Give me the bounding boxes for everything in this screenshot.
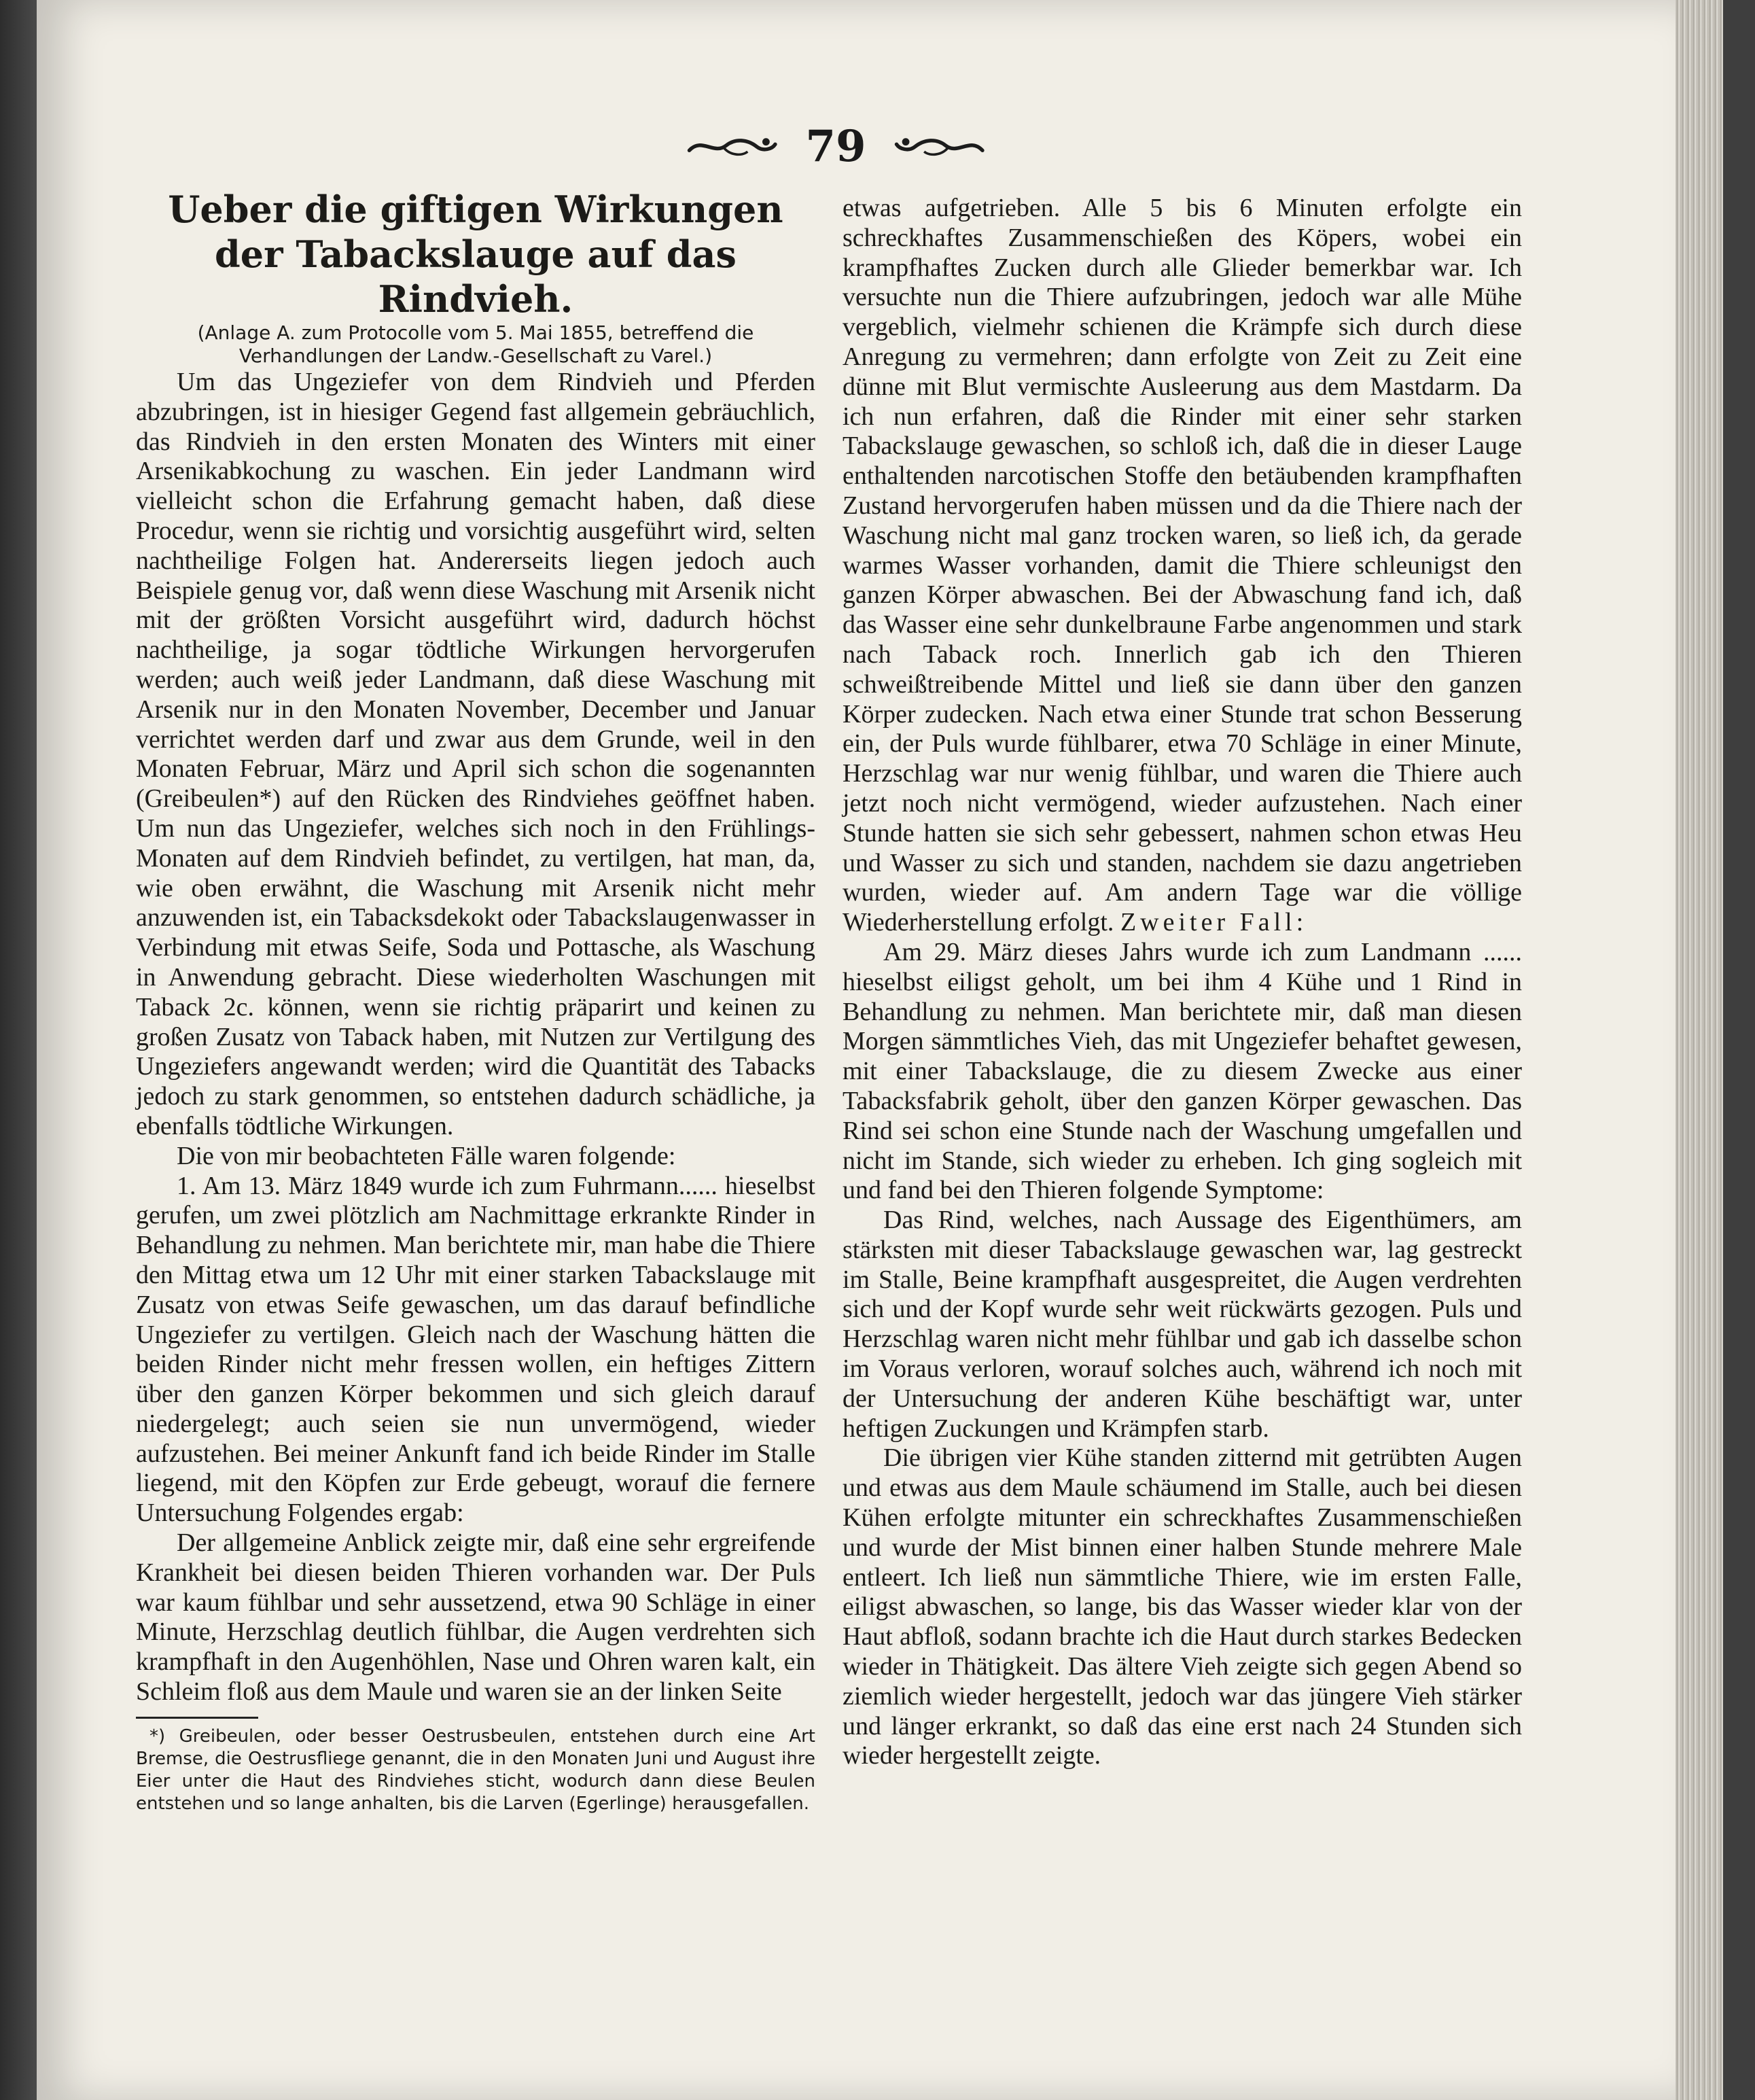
page-number: 79 [805,120,866,172]
paragraph: Der allgemeine Anblick zeigte mir, daß eine sehr ergreifende Krankheit bei diesen beiden Thieren vorhanden war. Der Puls war kaum fühlbar und sehr aussetzend, etwa 90 Schläge in einer Minute, Herzschlag deutlich fühlbar, die Augen verdrehten sich krampfhaft in den Augenhöhlen, Nase und Ohren waren kalt, ein Schleim floß aus dem Maule und waren sie an der linken Seite [136,1528,815,1707]
right-column [843,194,1522,1771]
paragraph: Um das Ungeziefer von dem Rindvieh und Pferden abzubringen, ist in hiesiger Gegend fast allgemein gebräuchlich, das Rindvieh in den ersten Monaten des Winters mit einer Arsenikabkochung zu waschen. Ein jeder Landmann wird vielleicht schon die Erfahrung gemacht haben, daß diese Procedur, wenn sie richtig und vorsichtig ausgeführt wird, selten nachtheilige Folgen hat. Andererseits liegen jedoch auch Beispiele genug vor, daß wenn diese Waschung mit Arsenik nicht mit der größten Vorsicht ausgeführt wird, dadurch höchst nachtheilige, ja sogar tödtliche Wirkungen hervorgerufen werden; auch weiß jeder Landmann, daß diese Waschung mit Arsenik nur in den Monaten November, December und Januar verrichtet werden darf und zwar aus dem Grunde, weil in den Monaten Februar, März und April sich schon die sogenannten (Greibeulen*) auf den Rücken des Rindviehes geöffnet haben. Um nun das Ungeziefer, welches sich noch in den Frühlings-Monaten auf dem Rindvieh befindet, zu vertilgen, hat man, da, wie oben erwähnt, die Waschung mit Arsenik nicht mehr anzuwenden ist, ein Tabacksdekokt oder Tabackslaugenwasser in Verbindung mit etwas Seife, Soda und Pottasche, als Waschung in Anwendung gebracht. Diese wiederholten Waschungen mit Taback 2c. können, wenn sie richtig präparirt und keinen zu großen Zusatz von Taback haben, mit Nutzen zur Vertilgung des Ungeziefers angewandt werden; wird die Quantität des Tabacks jedoch zu stark genommen, so entstehen dadurch schädliche, ja ebenfalls tödtliche Wirkungen. [136,368,815,1140]
article-title-line-1: Ueber die giftigen Wirkungen [168,188,783,231]
paragraph [843,194,1522,938]
footnote-separator [136,1717,258,1719]
scan-background [1723,0,1755,2100]
paragraph: Am 29. März dieses Jahrs wurde ich zum Landmann ...... hieselbst eiligst geholt, um bei ihm 4 Kühe und 1 Rind in Behandlung zu nehmen. Man berichtete mir, daß man diesen Morgen sämmtliches Vieh, das mit Ungeziefer behaftet gewesen, mit einer Tabackslauge, die zu diesem Zwecke aus einer Tabacksfabrik geholt, über den ganzen Körper gewaschen. Das Rind sei schon eine Stunde nach der Waschung umgefallen und nicht im Stande, sich wieder zu erheben. Ich ging sogleich mit und fand bei den Thieren folgende Symptome: [843,937,1522,1205]
page-header [686,109,985,183]
case-one-paragraph: 1. Am 13. März 1849 wurde ich zum Fuhrmann...... hieselbst gerufen, um zwei plötzlich am Nachmittage erkrankte Rinder in Behandlung zu nehmen. Man berichtete mir, man habe die Thiere den Mittag etwa um 12 Uhr mit einer starken Tabackslauge mit Zusatz von etwas Seife gewaschen, um das darauf befindliche Ungeziefer zu vertilgen. Gleich nach der Waschung hätten die beiden Rinder nicht mehr fressen wollen, ein heftiges Zittern über den ganzen Körper bekommen und sich gleich darauf niedergelegt; auch seien sie nun unvermögend, wieder aufzustehen. Bei meiner Ankunft fand ich beide Rinder im Stalle liegend, mit den Köpfen zur Erde gebeugt, worauf die fernere Untersuchung Folgendes ergab: [136,1171,815,1528]
paragraph-text: etwas aufgetrieben. Alle 5 bis 6 Minuten erfolgte ein schreckhaftes Zusammenschießen des Köpers, wobei ein krampfhaftes Zucken durch alle Glieder bemerkbar war. Ich versuchte nun die Thiere aufzubringen, jedoch war alle Mühe vergeblich, vielmehr schienen die Krämpfe sich durch diese Anregung zu vermehren; dann erfolgte von Zeit zu Zeit eine dünne mit Blut vermischte Ausleerung aus dem Mastdarm. Da ich nun erfahren, daß die Rinder mit einer sehr starken Tabackslauge gewaschen, so schloß ich, daß die in dieser Lauge enthaltenden narcotischen Stoffe den betäubenden krampfhaften Zustand hervorgerufen haben müssen und da die Thiere nach der Waschung nicht mal ganz trocken waren, so ließ ich, da gerade warmes Wasser vorhanden, damit die Thiere schleunigst den ganzen Körper abwaschen. Bei der Abwaschung fand ich, daß das Wasser eine sehr dunkelbraune Farbe angenommen und stark nach Taback roch. Innerlich gab ich den Thieren schweißtreibende Mittel und ließ sie dann über den ganzen Körper zudecken. Nach etwa einer Stunde trat schon Besserung ein, der Puls wurde fühlbarer, etwa 70 Schläge in einer Minute, Herzschlag war nur wenig fühlbar, und waren die Thiere auch jetzt noch nicht vermögend, wieder aufzustehen. Nach einer Stunde hatten sie sich sehr gebessert, nahmen schon etwas Heu und Wasser zu sich und standen, nachdem sie dazu angetrieben wurden, wieder auf. Am andern Tage war die völlige Wiederherstellung erfolgt. [843,194,1522,937]
paragraph: Das Rind, welches, nach Aussage des Eigenthümers, am stärksten mit dieser Tabackslauge gewaschen war, lag gestreckt im Stalle, Beine krampfhaft ausgespreitet, die Augen verdrehten sich und der Kopf wurde sehr weit rückwärts gezogen. Puls und Herzschlag waren nicht mehr fühlbar und gab ich dasselbe schon im Voraus verloren, worauf solches auch, während ich noch mit der Untersuchung der anderen Kühe beschäftigt war, unter heftigen Zuckungen und Krämpfen starb. [843,1206,1522,1443]
footnote: *) Greibeulen, oder besser Oestrusbeulen, entstehen durch eine Art Bremse, die Oestrusfliege genannt, die in den Monaten Juni und August ihre Eier unter die Haut des Rindviehes sticht, wodurch dann diese Beulen entstehen und so lange anhalten, bis die Larven (Egerlinge) herausgefallen. [136,1726,815,1814]
left-flourish-icon [686,129,778,163]
paragraph: Die von mir beobachteten Fälle waren folgende: [177,1141,676,1170]
case-label: Zweiter Fall: [1120,908,1308,937]
left-column [136,187,815,1815]
right-flourish-icon [893,129,985,163]
page-edges [1676,0,1723,2100]
article-title-line-2: der Tabackslauge auf das Rindvieh. [215,232,737,321]
article-subtitle: (Anlage A. zum Protocolle vom 5. Mai 1855, betreffend die Verhandlungen der Landw.-Gesellschaft zu Varel.) [197,321,754,367]
paragraph: Die übrigen vier Kühe standen zitternd mit getrübten Augen und etwas aus dem Maule schäumend im Stalle, auch bei diesen Kühen erfolgte mitunter ein schreckhaftes Zusammenschießen und wurde der Mist binnen einer halben Stunde mehrere Male entleert. Ich ließ nun sämmtliche Thiere, wie im ersten Falle, eiligst abwaschen, so lange, bis das Wasser wieder klar von der Haut abfloß, sodann brachte ich die Haut durch starkes Bedecken wieder in Thätigkeit. Das ältere Vieh zeigte sich gegen Abend so ziemlich wieder hergestellt, jedoch war das jüngere Vieh stärker und länger erkrankt, so daß das eine erst nach 24 Stunden sich wieder hergestellt zeigte. [843,1443,1522,1770]
book-gutter-shadow [0,0,37,2100]
